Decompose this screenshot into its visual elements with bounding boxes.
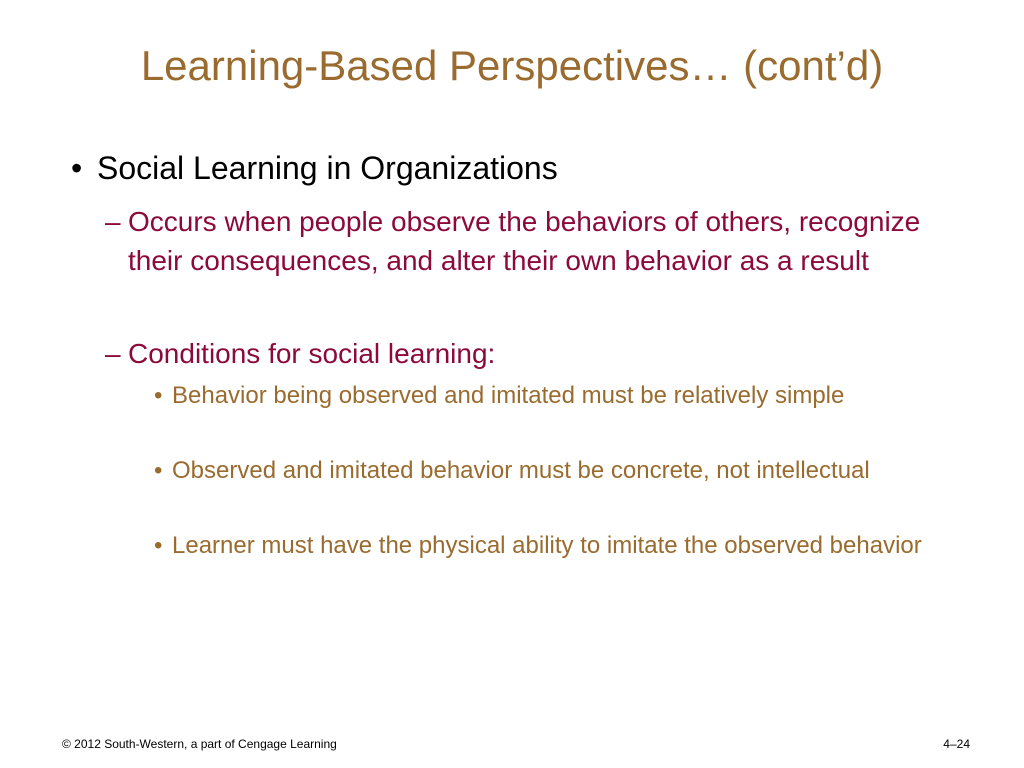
- bullet-social-learning: [71, 149, 558, 187]
- sub-bullet-text: Occurs when people observe the behaviors of others, recognize their consequences, and alter their own behavior as a result: [128, 206, 921, 276]
- dash-marker: –: [105, 338, 121, 369]
- bullet-dot: •: [71, 150, 83, 186]
- bullet-dot: •: [154, 382, 163, 409]
- condition-item-concrete: [154, 454, 912, 488]
- sub-bullet-text: Conditions for social learning:: [128, 338, 496, 369]
- condition-text: Learner must have the physical ability to imitate the observed behavior: [172, 532, 922, 559]
- bullet-dot: •: [154, 457, 163, 484]
- bullet-text: Social Learning in Organizations: [97, 150, 558, 186]
- footer-copyright: © 2012 South-Western, a part of Cengage Learning: [62, 737, 337, 751]
- condition-text: Behavior being observed and imitated must be relatively simple: [172, 382, 845, 409]
- condition-item-simple: [154, 379, 912, 413]
- footer-page-number: 4–24: [943, 737, 970, 751]
- condition-text: Observed and imitated behavior must be concrete, not intellectual: [172, 457, 870, 484]
- dash-marker: –: [105, 206, 121, 237]
- slide-title: Learning-Based Perspectives… (cont’d): [140, 42, 884, 89]
- bullet-dot: •: [154, 532, 163, 559]
- sub-bullet-occurs-when: [105, 202, 958, 280]
- condition-item-physical-ability: [154, 529, 962, 563]
- sub-bullet-conditions: [105, 334, 958, 373]
